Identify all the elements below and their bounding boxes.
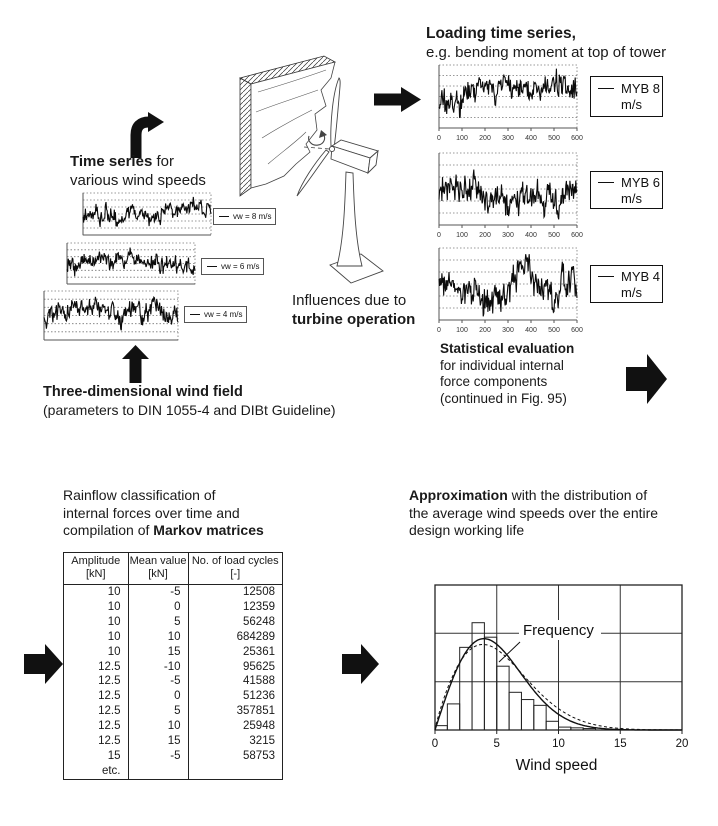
svg-text:200: 200 [479,135,491,142]
legend-unit: m/s [621,97,642,112]
wind-field-caption [43,384,336,419]
table-cell: -5 [128,674,188,689]
table-row [64,645,282,660]
legend-myb-4 [590,265,663,303]
caption-line-2: (parameters to DIN 1055-4 and DIBt Guideline) [43,401,336,418]
caption-line-1 [409,487,658,505]
table-row [64,689,282,704]
legend-row [591,269,662,284]
caption-prefix: compilation of [63,522,154,538]
legend-key-line-icon [598,88,614,89]
time-series-heading [70,152,206,190]
table-cell: 95625 [243,660,275,673]
table-cell: 12.5 [64,660,128,675]
right-arrow-into-table-icon [24,644,63,684]
heading-line-2: e.g. bending moment at top of tower [426,44,667,61]
svg-text:Wind speed: Wind speed [515,757,598,774]
heading-bold-text: Time series [70,153,153,170]
caption-line-1: Statistical evaluation [440,341,575,356]
svg-text:300: 300 [502,135,514,142]
svg-text:0: 0 [431,738,439,750]
wind-speed-histogram [420,580,716,780]
table-cell: 357851 [236,705,275,718]
legend-key-line-icon [207,266,217,267]
moment-time-series-plot-myb8 [432,62,584,143]
table-cell: 12.5 [64,689,128,704]
table-cell: 10 [64,615,128,630]
right-arrow-into-chart-icon [342,644,379,684]
table-cell [128,764,188,779]
wind-field-left-band [240,78,251,196]
svg-text:15: 15 [613,738,627,750]
legend-myb-8 [590,76,663,117]
svg-text:100: 100 [456,135,468,142]
caption-line-2: the average wind speeds over the entire [409,504,659,521]
caption-line-2: turbine operation [292,311,416,328]
caption-bold: Approximation [409,487,508,503]
table-cell: 12.5 [64,719,128,734]
heading-rest-text: for [152,153,174,170]
table-cell: 12.5 [64,734,128,749]
wind-time-series-plot-8ms [76,190,218,240]
statistical-caption [440,341,574,407]
table-row [64,585,282,600]
table-row [64,674,282,689]
svg-text:400: 400 [525,135,537,142]
column-header: Mean value [kN] [128,553,188,585]
table-cell: 10 [64,600,128,615]
caption-line-4: (continued in Fig. 95) [440,390,567,406]
legend-row [591,81,662,96]
svg-text:200: 200 [479,327,491,334]
svg-text:300: 300 [502,232,514,239]
table-header-row [64,553,282,585]
caption-rest: with the distribution of [507,487,648,503]
heading-line-1 [70,152,206,171]
table-cell: -10 [128,660,188,675]
svg-text:10: 10 [552,738,565,750]
rotation-arrowhead [319,130,327,138]
caption-line-1: Rainflow classification of [63,487,216,503]
table-cell: -5 [128,749,188,764]
table-cell: 5 [128,615,188,630]
turbine-blade-upper [331,78,340,148]
table-cell: 12508 [243,586,275,598]
table-cell: 10 [128,719,188,734]
tower [337,172,362,266]
legend-label: MYB 8 [621,81,661,96]
legend-unit: m/s [621,190,642,206]
legend-key-line-icon [190,314,200,315]
svg-text:Frequency: Frequency [523,622,594,639]
table-cell: 684289 [236,630,275,643]
table-row [64,704,282,719]
table-cell: 10 [64,630,128,645]
table-cell: 10 [64,585,128,600]
table-cell: etc. [64,764,128,779]
svg-text:100: 100 [456,327,468,334]
caption-line-2: for individual internal [440,357,564,373]
legend-row [591,175,662,190]
table-cell: 12.5 [64,704,128,719]
approximation-caption [409,487,658,540]
legend-key-line-icon [598,182,614,183]
table-cell: 15 [128,734,188,749]
table-cell: 51236 [243,690,275,703]
svg-text:5: 5 [493,738,500,750]
up-arrow-icon [122,345,149,383]
rainflow-caption [63,487,264,540]
svg-text:500: 500 [548,135,560,142]
table-cell: 10 [128,630,188,645]
table-cell: 56248 [243,615,275,628]
caption-line-3: design working life [409,522,525,538]
moment-time-series-plot-myb4 [432,245,584,335]
legend-label: vw = 6 m/s [221,262,260,271]
heading-line-2: various wind speeds [70,172,206,189]
table-cell: 41588 [243,675,275,688]
table-cell: 5 [128,704,188,719]
caption-line-1: Influences due to [292,292,407,309]
svg-text:100: 100 [456,232,468,239]
svg-text:0: 0 [437,232,441,239]
svg-text:500: 500 [548,327,560,334]
legend-unit: m/s [621,284,642,300]
svg-text:20: 20 [675,738,689,750]
table-row [64,660,282,675]
svg-text:600: 600 [571,135,583,142]
heading-bold: Loading time series, [426,25,576,42]
table-row [64,749,282,764]
legend-label: vw = 4 m/s [204,310,243,319]
column-header: No. of load cycles [-] [188,553,282,585]
table-row [64,615,282,630]
table-cell: 25948 [243,720,275,733]
right-arrow-icon [374,87,421,112]
svg-text:600: 600 [571,327,583,334]
table-cell: 15 [128,645,188,660]
legend-label: MYB 4 [621,268,661,284]
table-cell: 12359 [243,600,275,613]
loading-heading [426,24,666,62]
wind-time-series-plot-6ms [60,240,202,289]
table-row [64,734,282,749]
legend-label: MYB 6 [621,174,661,190]
wind-time-series-plot-4ms [37,288,185,345]
svg-text:400: 400 [525,232,537,239]
table-row [64,600,282,615]
svg-text:500: 500 [548,232,560,239]
table-row [64,764,282,779]
svg-text:0: 0 [437,327,441,334]
table-cell [188,764,282,779]
table-cell: 15 [64,749,128,764]
column-header: Amplitude [kN] [64,553,128,585]
table-cell: -5 [128,585,188,600]
caption-bold: Markov matrices [153,522,264,538]
table-cell: 12.5 [64,674,128,689]
svg-text:400: 400 [525,327,537,334]
table-row [64,630,282,645]
svg-text:0: 0 [437,135,441,142]
table-cell: 0 [128,689,188,704]
table-row [64,719,282,734]
table-cell: 58753 [243,749,275,762]
legend-key-line-icon [598,276,614,277]
rotor-hub [329,146,334,151]
legend-myb-6 [590,171,663,209]
table-cell: 10 [64,645,128,660]
table-cell: 3215 [249,735,275,748]
svg-text:300: 300 [502,327,514,334]
markov-matrix-table [63,552,283,780]
table-cell: 25361 [243,645,275,658]
turbine-caption [292,291,415,329]
caption-line-2: internal forces over time and [63,504,240,521]
svg-text:600: 600 [571,232,583,239]
caption-bold: Three-dimensional wind field [43,384,243,400]
svg-text:200: 200 [479,232,491,239]
table-cell: 0 [128,600,188,615]
legend-vw-4 [184,306,247,323]
moment-time-series-plot-myb6 [432,150,584,240]
right-arrow-large-icon [626,354,667,404]
legend-label: vw = 8 m/s [233,212,272,221]
caption-line-3: force components [440,374,548,389]
caption-line-3 [63,522,264,540]
